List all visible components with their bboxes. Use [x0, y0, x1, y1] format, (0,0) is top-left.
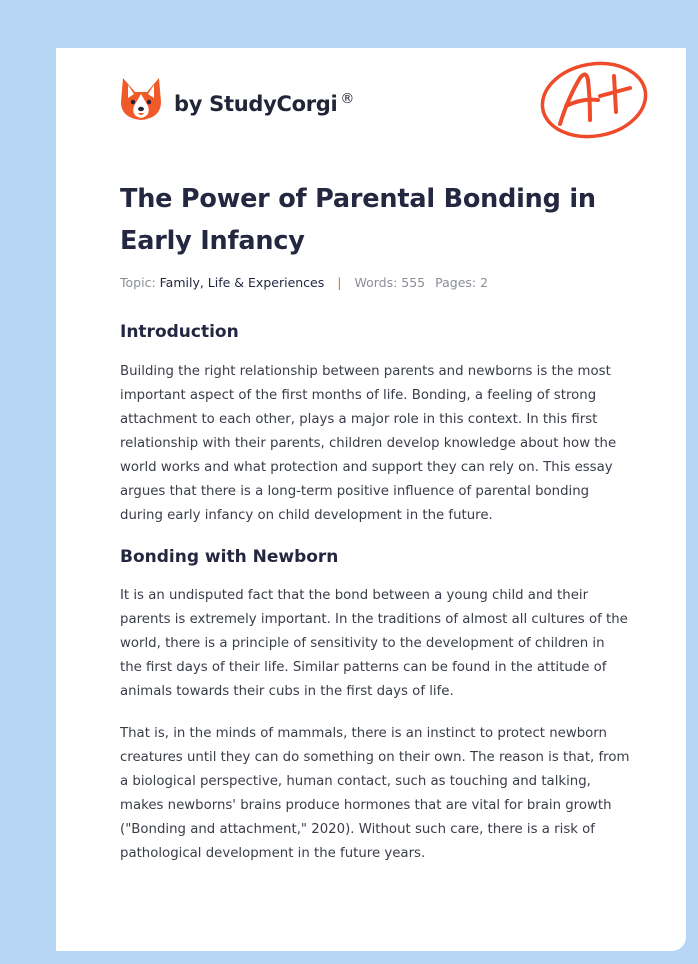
page-count: Pages: 2 — [435, 275, 489, 290]
a-plus-grade-icon — [538, 58, 650, 142]
topic-label: Topic: — [120, 275, 156, 290]
topic-link[interactable]: Family, Life & Experiences — [159, 275, 325, 290]
document-page — [56, 48, 686, 951]
word-count: Words: 555 — [354, 275, 426, 290]
article-title: The Power of Parental Bonding in Early Infancy — [120, 184, 596, 256]
bonding-paragraph-2: That is, in the minds of mammals, there is an instinct to protect newborn creatures until they can do something on their own. The reason is that, from a biological perspective, human contact, such as touching and talking, makes newborns' brains produce hormones that are vital for brain growth ("Bonding and attachment," 2020). Without such care, there is a risk of pathological development in the future years. — [120, 726, 630, 861]
corgi-logo-icon — [120, 76, 162, 122]
section-heading-introduction: Introduction — [120, 322, 239, 342]
registered-mark: ® — [340, 90, 355, 107]
brand-logo[interactable] — [120, 76, 354, 122]
meta-separator: | — [337, 275, 342, 290]
bonding-paragraph-1: It is an undisputed fact that the bond between a young child and their parents is extremely important. In the traditions of almost all cultures of the world, there is a principle of sensitivity to the development of children in the first days of their life. Similar patterns can be found in the attitude of animals towards their cubs in the first days of life. — [120, 588, 628, 699]
article-meta — [120, 273, 630, 293]
brand-name: by StudyCorgi ® — [174, 90, 355, 116]
intro-paragraph: Building the right relationship between parents and newborns is the most important aspect of the first months of life. Bonding, a feeling of strong attachment to each other, plays a major role in this context. In this first relationship with their parents, children develop knowledge about how the world works and what protection and support they can rely on. This essay argues that there is a long-term positive influence of parental bonding during early infancy on child development in the future. — [120, 364, 617, 523]
article-content — [120, 178, 630, 866]
section-heading-bonding: Bonding with Newborn — [120, 547, 339, 567]
